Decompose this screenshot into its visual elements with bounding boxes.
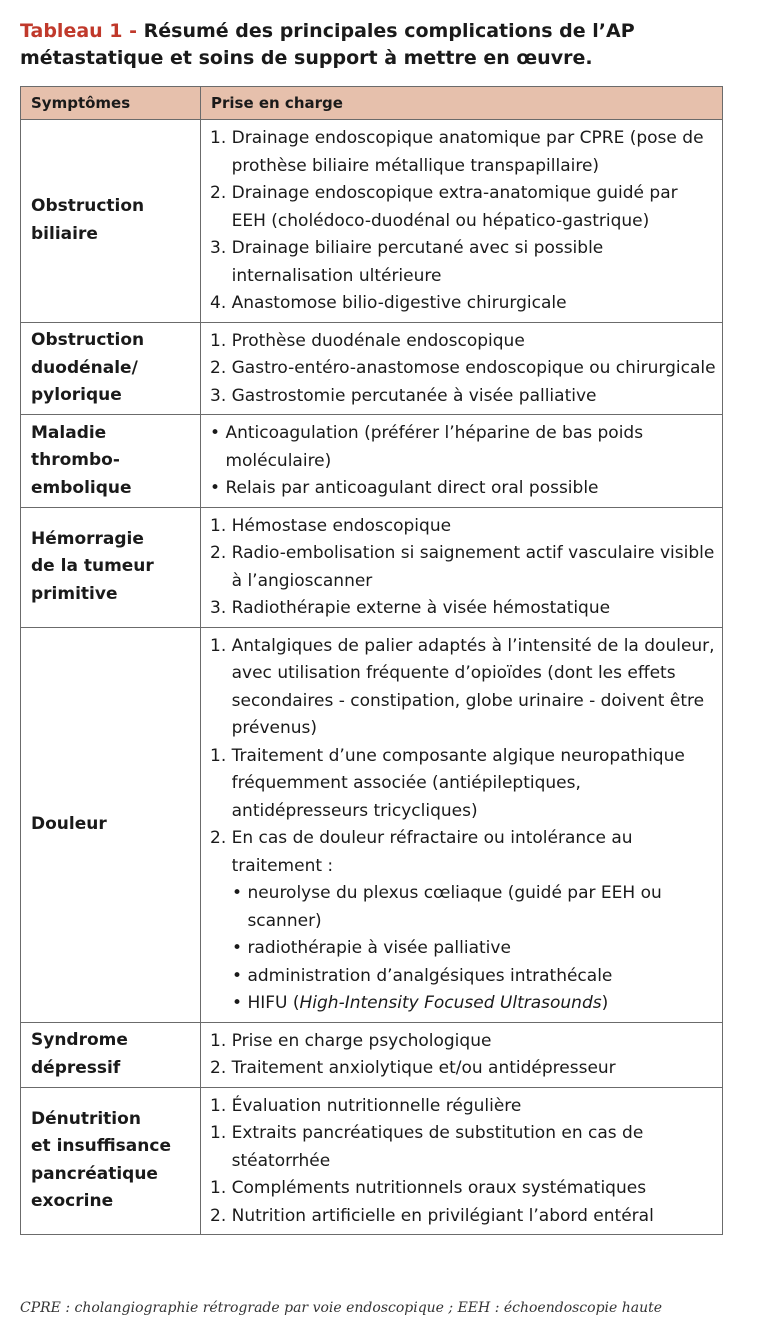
care-item bbox=[210, 125, 716, 180]
table-row bbox=[21, 507, 723, 627]
item-text-block bbox=[232, 125, 716, 180]
item-marker: 1. bbox=[210, 1123, 232, 1143]
symptom-label: Hémorragie bbox=[31, 528, 144, 549]
symptom-cell bbox=[21, 1087, 201, 1235]
item-marker: 3. bbox=[210, 598, 232, 618]
table-row bbox=[21, 322, 723, 415]
symptom-label: Syndrome bbox=[31, 1030, 128, 1050]
symptom-label: de la tumeur bbox=[31, 556, 154, 577]
care-item bbox=[232, 935, 716, 963]
symptom-label: dépressif bbox=[31, 1057, 121, 1078]
care-cell bbox=[201, 120, 723, 323]
item-marker: • bbox=[210, 423, 226, 443]
item-marker: • bbox=[232, 883, 248, 903]
care-item bbox=[210, 1093, 716, 1121]
care-item bbox=[232, 963, 716, 991]
care-item bbox=[210, 743, 716, 826]
care-item bbox=[210, 328, 716, 356]
item-text: Nutrition artificielle en privilégiant l’abord entéral bbox=[231, 1205, 654, 1226]
item-text-block bbox=[247, 963, 716, 991]
item-marker: 1. bbox=[210, 1178, 232, 1198]
item-text: Prise en charge psychologique bbox=[231, 1030, 492, 1051]
care-item bbox=[210, 1175, 716, 1203]
care-item bbox=[210, 475, 716, 503]
item-marker: • bbox=[232, 993, 248, 1013]
care-item bbox=[210, 383, 716, 411]
care-cell bbox=[201, 507, 723, 627]
item-text-block bbox=[232, 1175, 716, 1203]
table-row bbox=[21, 1022, 723, 1087]
item-marker: 2. bbox=[210, 828, 232, 848]
item-text: Drainage endoscopique anatomique par CPRE (pose de prothèse biliaire métallique transpapillaire) bbox=[231, 128, 704, 176]
item-marker: 1. bbox=[210, 330, 232, 351]
item-text: Radio-embolisation si saignement actif vasculaire visible à l’angioscanner bbox=[231, 543, 715, 591]
item-marker: 4. bbox=[210, 293, 232, 313]
item-text: neurolyse du plexus cœliaque (guidé par EEH ou scanner) bbox=[247, 883, 662, 931]
item-text-block bbox=[232, 513, 716, 541]
item-text: Gastrostomie percutanée à visée palliative bbox=[231, 385, 597, 406]
item-text-block bbox=[225, 420, 716, 475]
symptom-cell bbox=[21, 1022, 201, 1087]
care-item bbox=[210, 595, 716, 623]
item-text: Drainage endoscopique extra-anatomique guidé par EEH (cholédoco-duodénal ou hépatico-gastrique) bbox=[231, 183, 678, 231]
item-text: Antalgiques de palier adaptés à l’intensité de la douleur, avec utilisation fréquente d’opioïdes (dont les effets secondaires - constipation, globe urinaire - doivent être prévenus) bbox=[231, 635, 715, 738]
care-item bbox=[210, 290, 716, 318]
item-text-block bbox=[232, 1055, 716, 1083]
symptom-label: biliaire bbox=[31, 223, 98, 244]
item-marker: 1. bbox=[210, 745, 232, 766]
care-item bbox=[210, 540, 716, 595]
item-text: HIFU ( bbox=[247, 993, 300, 1013]
care-item bbox=[232, 880, 716, 935]
item-text: En cas de douleur réfractaire ou intolérance au traitement : bbox=[231, 828, 633, 876]
symptom-label: duodénale/ bbox=[31, 357, 138, 378]
symptom-cell bbox=[21, 120, 201, 323]
care-item bbox=[210, 825, 716, 880]
care-item bbox=[210, 1055, 716, 1083]
symptom-cell bbox=[21, 415, 201, 508]
item-text: Hémostase endoscopique bbox=[231, 515, 452, 536]
symptom-label: primitive bbox=[31, 583, 118, 604]
item-text: administration d’analgésiques intrathécale bbox=[247, 965, 613, 986]
item-text-block bbox=[232, 1120, 716, 1175]
item-text-block bbox=[232, 1203, 716, 1231]
item-marker: 1. bbox=[210, 1095, 232, 1116]
item-text: Traitement anxiolytique et/ou antidépresseur bbox=[231, 1058, 616, 1078]
item-marker: 2. bbox=[210, 543, 232, 563]
item-text: Radiothérapie externe à visée hémostatique bbox=[231, 598, 611, 618]
care-cell bbox=[201, 415, 723, 508]
item-text-block bbox=[247, 990, 716, 1018]
symptom-label: Obstruction bbox=[31, 330, 145, 350]
care-item bbox=[210, 1028, 716, 1056]
item-text: Anticoagulation (préférer l’héparine de bas poids moléculaire) bbox=[225, 423, 644, 471]
item-text-end: ) bbox=[601, 993, 609, 1013]
symptom-label: Dénutrition bbox=[31, 1108, 141, 1129]
symptom-label: exocrine bbox=[31, 1191, 114, 1212]
item-marker: 2. bbox=[210, 1205, 232, 1226]
item-text-block bbox=[232, 633, 716, 743]
care-cell bbox=[201, 627, 723, 1022]
item-marker: 3. bbox=[210, 238, 232, 258]
table-row bbox=[21, 1087, 723, 1235]
table-number: Tableau 1 - bbox=[20, 20, 138, 42]
care-cell bbox=[201, 1087, 723, 1235]
care-item bbox=[210, 355, 716, 383]
care-item bbox=[210, 1120, 716, 1175]
symptom-label: thrombo- bbox=[31, 450, 120, 470]
item-text-block bbox=[232, 743, 716, 826]
symptom-label: Obstruction bbox=[31, 196, 145, 217]
symptom-label: Maladie bbox=[31, 422, 107, 443]
item-marker: 2. bbox=[210, 183, 232, 203]
item-text-block bbox=[232, 290, 716, 318]
item-text: Anastomose bilio-digestive chirurgicale bbox=[231, 293, 567, 313]
symptom-label: embolique bbox=[31, 477, 132, 498]
item-text: Drainage biliaire percutané avec si possible internalisation ultérieure bbox=[231, 238, 604, 286]
item-text-block bbox=[232, 1093, 716, 1121]
header-prise-en-charge: Prise en charge bbox=[201, 87, 723, 120]
symptom-label: pancréatique bbox=[31, 1163, 158, 1184]
item-text: radiothérapie à visée palliative bbox=[247, 938, 511, 958]
care-item bbox=[232, 990, 716, 1018]
item-text-block bbox=[232, 328, 716, 356]
item-text-block bbox=[232, 355, 716, 383]
item-text-block bbox=[232, 180, 716, 235]
symptom-cell bbox=[21, 627, 201, 1022]
item-text: Extraits pancréatiques de substitution en cas de stéatorrhée bbox=[231, 1123, 644, 1171]
complications-table bbox=[20, 86, 723, 1235]
symptom-cell bbox=[21, 507, 201, 627]
item-text: Prothèse duodénale endoscopique bbox=[231, 330, 525, 351]
item-text-block bbox=[232, 1028, 716, 1056]
item-marker: 2. bbox=[210, 1058, 232, 1078]
item-marker: 3. bbox=[210, 385, 232, 406]
item-text-block bbox=[247, 880, 716, 935]
item-text-block bbox=[232, 595, 716, 623]
item-marker: 1. bbox=[210, 128, 232, 148]
header-symptomes: Symptômes bbox=[21, 87, 201, 120]
care-item bbox=[210, 420, 716, 475]
care-item bbox=[210, 513, 716, 541]
item-marker: 1. bbox=[210, 515, 232, 536]
item-marker: • bbox=[210, 478, 226, 498]
item-text-block bbox=[232, 235, 716, 290]
symptom-label: et insuffisance bbox=[31, 1136, 171, 1157]
care-cell bbox=[201, 1022, 723, 1087]
item-text-block bbox=[232, 383, 716, 411]
symptom-label: pylorique bbox=[31, 385, 122, 405]
item-text-block bbox=[232, 540, 716, 595]
table-row bbox=[21, 627, 723, 1022]
item-marker: 2. bbox=[210, 358, 232, 378]
care-item bbox=[210, 1203, 716, 1231]
table-row bbox=[21, 120, 723, 323]
care-item bbox=[210, 235, 716, 290]
item-text-block bbox=[232, 825, 716, 880]
item-text: Traitement d’une composante algique neuropathique fréquemment associée (antiépileptiques, antidépresseurs tricycliques) bbox=[231, 745, 685, 821]
table-header-row bbox=[21, 87, 723, 120]
table-row bbox=[21, 415, 723, 508]
table-caption: Résumé des principales complications de l’AP métastatique et soins de support à mettre en œuvre. bbox=[20, 20, 635, 69]
symptom-label: Douleur bbox=[31, 813, 107, 834]
care-item bbox=[210, 633, 716, 743]
care-item bbox=[210, 180, 716, 235]
item-marker: • bbox=[232, 965, 248, 986]
item-text: Compléments nutritionnels oraux systématiques bbox=[231, 1178, 647, 1198]
item-text-block bbox=[225, 475, 716, 503]
item-text-block bbox=[247, 935, 716, 963]
symptom-cell bbox=[21, 322, 201, 415]
item-emphasis: High-Intensity Focused Ultrasounds bbox=[299, 993, 602, 1013]
table-title bbox=[20, 18, 740, 72]
care-cell bbox=[201, 322, 723, 415]
item-marker: 1. bbox=[210, 635, 232, 656]
item-text: Relais par anticoagulant direct oral possible bbox=[225, 478, 599, 498]
footnote: CPRE : cholangiographie rétrograde par voie endoscopique ; EEH : échoendoscopie haute bbox=[20, 1300, 663, 1316]
item-text: Évaluation nutritionnelle régulière bbox=[231, 1095, 522, 1116]
item-marker: • bbox=[232, 938, 248, 958]
item-marker: 1. bbox=[210, 1030, 232, 1051]
item-text: Gastro-entéro-anastomose endoscopique ou chirurgicale bbox=[231, 358, 716, 378]
